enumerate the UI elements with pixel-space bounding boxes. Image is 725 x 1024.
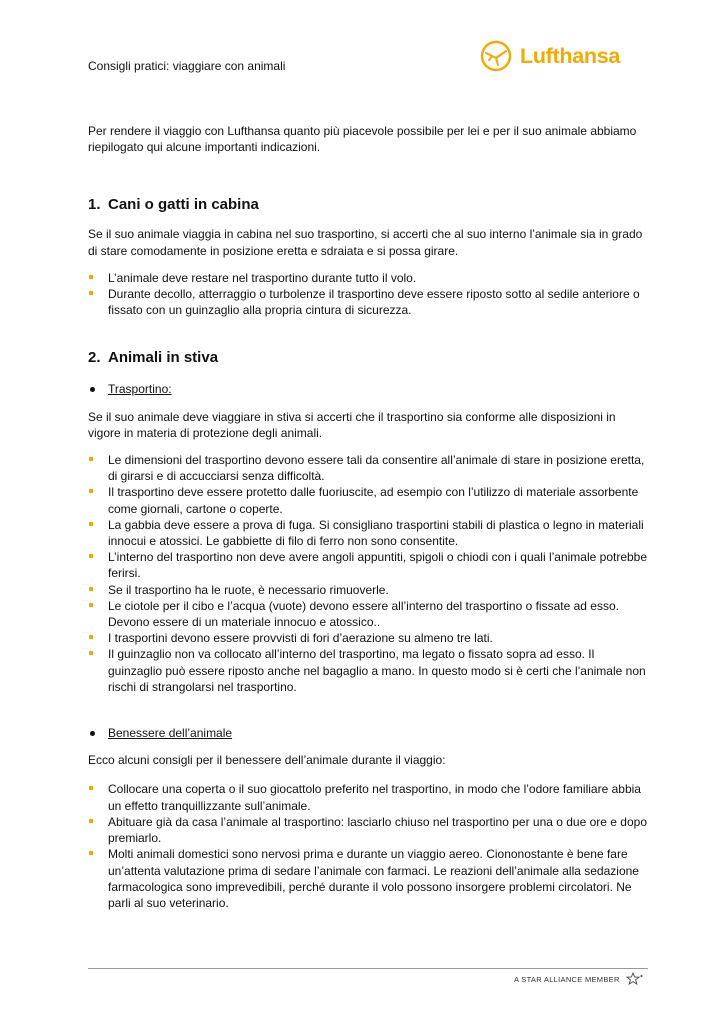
list-item: La gabbia deve essere a prova di fuga. Si consigliano trasportini stabili di plastica o legno in materiali innocui e atossici. Le gabbiette di filo di ferro non sono consentite. [88, 517, 648, 549]
section-1-number: 1. [88, 196, 101, 214]
section-1-paragraph: Se il suo animale viaggia in cabina nel suo trasportino, si accerti che al suo interno l’animale sia in grado di stare comodamente in posizione eretta e sdraiata e si possa girare. [88, 227, 643, 258]
list-item: Durante decollo, atterraggio o turbolenze il trasportino deve essere riposto sotto al sedile anteriore o fissato con un guinzaglio alla propria cintura di sicurezza. [88, 286, 648, 318]
star-alliance-icon [626, 972, 644, 986]
document-header-title: Consigli pratici: viaggiare con animali [88, 59, 286, 73]
section-2-paragraph-2: Ecco alcuni consigli per il benessere dell’animale durante il viaggio: [88, 753, 446, 768]
footer-star-alliance-text: A STAR ALLIANCE MEMBER [514, 975, 620, 984]
logo-wordmark: Lufthansa [520, 43, 621, 68]
list-item: Abituare già da casa l’animale al trasportino: lasciarlo chiuso nel trasportino per una o due ore e dopo premiarlo. [88, 814, 648, 846]
section-1-heading [88, 196, 648, 214]
section-2-number: 2. [88, 349, 101, 367]
section-1-title: Cani o gatti in cabina [108, 196, 259, 214]
list-item: Le dimensioni del trasportino devono essere tali da consentire all’animale di stare in posizione eretta, di girarsi e di accucciarsi senza difficoltà. [88, 452, 648, 484]
section-1-bullet-list [88, 270, 648, 319]
list-item: Molti animali domestici sono nervosi prima e durante un viaggio aereo. Ciononostante è bene fare un’attenta valutazione prima di sedare l’animale con farmaci. Le reazioni dell’animale alla sedazione farmacologica sono imprevedibili, perché durante il volo possono insorgere problemi circolatori. Ne parli al suo veterinario. [88, 846, 648, 911]
section-2-paragraph-1: Se il suo animale deve viaggiare in stiva si accerti che il trasportino sia conforme alle disposizioni in vigore in materia di protezione degli animali. [88, 409, 616, 440]
list-item: Il trasportino deve essere protetto dalle fuoriuscite, ad esempio con l’utilizzo di materiale assorbente come giornali, cartone o coperte. [88, 484, 648, 516]
subsection-benessere [88, 725, 648, 741]
section-2-bullet-list-1 [88, 452, 648, 695]
subsection-benessere-label: Benessere dell’animale [108, 726, 233, 741]
list-item: Le ciotole per il cibo e l’acqua (vuote) devono essere all’interno del trasportino o fissate ad esso. Devono essere di un materiale innocuo e atossico.. [88, 598, 648, 630]
section-2-title: Animali in stiva [108, 349, 219, 367]
list-item: L’animale deve restare nel trasportino durante tutto il volo. [88, 270, 648, 286]
subsection-trasportino-label: Trasportino: [108, 382, 172, 397]
list-item: Se il trasportino ha le ruote, è necessario rimuoverle. [88, 582, 648, 598]
footer-divider [88, 968, 648, 969]
list-item: Collocare una coperta o il suo giocattolo preferito nel trasportino, in modo che l’odore familiare abbia un effetto tranquillizzante sull’animale. [88, 781, 648, 813]
document-body [88, 123, 648, 911]
section-2-bullet-list-2 [88, 781, 648, 911]
lufthansa-logo [480, 40, 620, 72]
list-item: L’interno del trasportino non deve avere angoli appuntiti, spigoli o chiodi con i quali l’animale potrebbe ferirsi. [88, 549, 648, 581]
list-item: I trasportini devono essere provvisti di fori d’aerazione su almeno tre lati. [88, 630, 648, 646]
intro-paragraph: Per rendere il viaggio con Lufthansa quanto più piacevole possibile per lei e per il suo animale abbiamo riepilogato qui alcune importanti indicazioni. [88, 124, 637, 155]
crane-logo-icon [480, 40, 512, 72]
section-2-heading [88, 349, 648, 367]
subsection-trasportino [88, 381, 648, 397]
list-item: Il guinzaglio non va collocato all’interno del trasportino, ma legato o fissato sopra ad esso. Il guinzaglio può essere riposto anche nel bagaglio a mano. In questo modo si è certi che l’animale non rischi di strangolarsi nel trasportino. [88, 646, 648, 695]
